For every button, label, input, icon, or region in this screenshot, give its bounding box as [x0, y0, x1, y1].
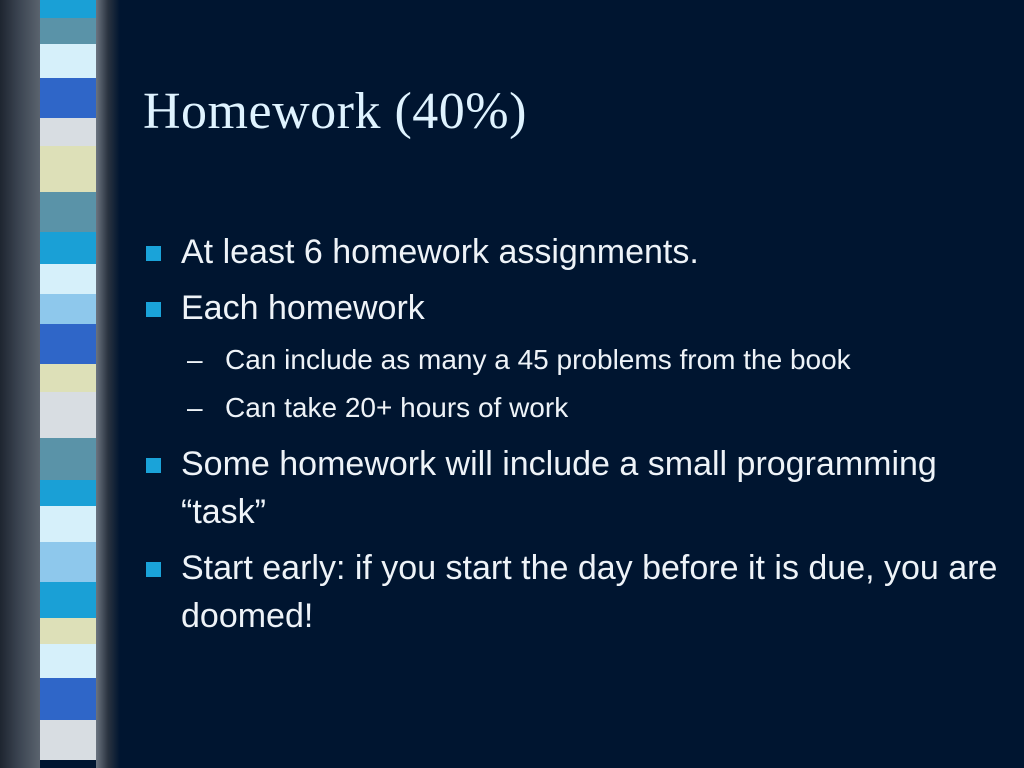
sub-bullet-text: Can include as many a 45 problems from the book	[225, 344, 851, 375]
bullet-item	[143, 544, 1013, 640]
square-bullet-icon	[146, 458, 161, 473]
sub-bullet-text: Can take 20+ hours of work	[225, 392, 569, 423]
dash-marker: –	[187, 344, 203, 375]
dash-marker: –	[187, 392, 203, 423]
square-bullet-icon	[146, 246, 161, 261]
slide-title: Homework (40%)	[143, 83, 527, 140]
decorative-shadow-right	[96, 0, 120, 768]
bullet-text: At least 6 homework assignments.	[181, 233, 699, 271]
bullet-list	[143, 228, 1013, 648]
square-bullet-icon	[146, 562, 161, 577]
bullet-item	[143, 228, 1013, 276]
bullet-item	[143, 284, 1013, 432]
sub-bullet-list	[181, 336, 1013, 432]
sub-bullet-item	[143, 384, 1013, 432]
decorative-stripe-band	[40, 0, 96, 768]
square-bullet-icon	[146, 302, 161, 317]
decorative-shadow-left	[0, 0, 40, 768]
bullet-text: Each homework	[181, 289, 425, 327]
bullet-text: Some homework will include a small programming “task”	[181, 445, 937, 531]
bullet-text: Start early: if you start the day before it is due, you are doomed!	[181, 549, 998, 635]
sub-bullet-item	[143, 336, 1013, 384]
bullet-item	[143, 440, 1013, 536]
